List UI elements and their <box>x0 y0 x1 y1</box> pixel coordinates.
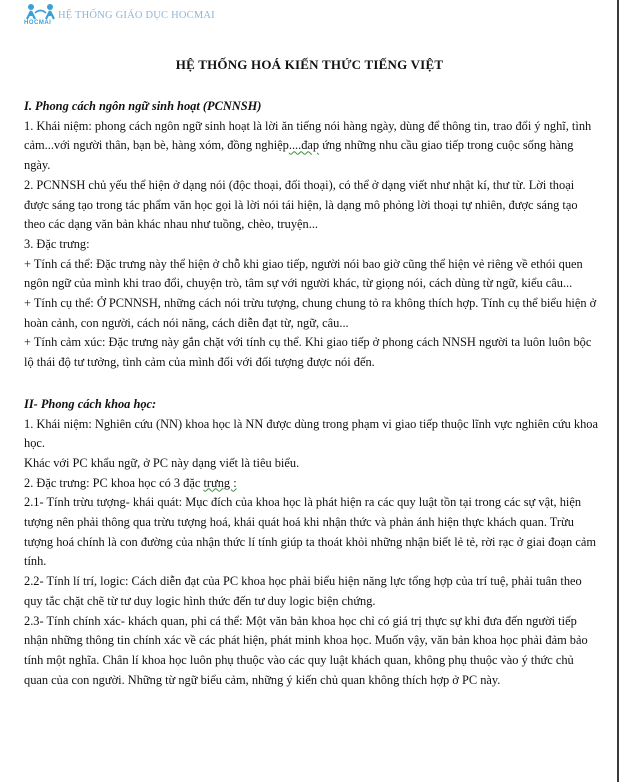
section1-p1-tail: ứng những nhu cầu giao tiếp trong cuộc sống hàng ngày. <box>24 138 574 173</box>
section1-paragraph-3: 3. Đặc trưng: <box>24 236 90 251</box>
section1-paragraph-6: + Tính cảm xúc: Đặc trưng này gắn chặt với tính cụ thể. Khi giao tiếp ở phong cách NNSH người ta luôn luôn bộc lộ thái độ tư tưởng, tình cảm của mình đối với đối tượng được nói đến. <box>24 335 592 370</box>
section2-paragraph-6: 2.3- Tính chính xác- khách quan, phi cá thể: Một văn bản khoa học chỉ có giá trị thực sự khi đưa đến người tiếp nhận những thông tin chính xác về các phát hiện, phát minh khoa học. Muốn vậy, văn bản khoa học phải đảm bảo tính một nghĩa. Chân lí khoa học luôn phụ thuộc vào các quy luật khách quan, không phụ thuộc vào ý thức chủ quan của con người. Những từ ngữ biểu cảm, những ý kiến chủ quan không thích hợp ở PC này. <box>24 613 588 687</box>
spellcheck-mark: trưng : <box>203 475 237 490</box>
section1-p1-text: 1. Khái niệm: phong cách ngôn ngữ sinh hoạt là lời ăn tiếng nói hàng ngày, dùng để thông tin, trao đổi ý nghĩ, tình cảm...với người thân, bạn bè, hàng xóm, đồng nghiệp <box>24 118 592 153</box>
section-spacer <box>24 373 600 395</box>
section2-paragraph-1: 1. Khái niệm: Nghiên cứu (NN) khoa học là NN được dùng trong phạm vi giao tiếp thuộc lĩnh vực nghiên cứu khoa học. <box>24 416 599 451</box>
section1-paragraph-4: + Tính cá thể: Đặc trưng này thể hiện ở chỗ khi giao tiếp, người nói bao giờ cũng thể hiện vẻ riêng về ethói quen ngôn ngữ của mình khi trao đổi, chuyện trò, tâm sự với người khác, từ giọng nói, cách dùng từ ngữ, kiểu câu... <box>24 256 583 291</box>
document-title: HỆ THỐNG HOÁ KIẾN THỨC TIẾNG VIỆT <box>175 57 444 72</box>
section2-p3-text: 2. Đặc trưng: PC khoa học có 3 đặc <box>24 475 204 490</box>
section2-paragraph-3 <box>24 474 600 494</box>
section1-paragraph-1 <box>24 117 600 176</box>
logo-text: HOCMAI <box>24 20 52 26</box>
section2-heading: II- Phong cách khoa học: <box>24 396 157 411</box>
section2-paragraph-5: 2.2- Tính lí trí, logic: Cách diễn đạt của PC khoa học phải biểu hiện năng lực tổng hợp của trí tuệ, phải tuân theo quy tắc chặt chẽ từ tư duy logic hình thức đến tư duy logic biện chứng. <box>24 574 582 608</box>
section1-paragraph-5: + Tính cụ thể: Ở PCNNSH, những cách nói trừu tượng, chung chung tỏ ra không thích hợp. Tính cụ thể biểu hiện ở hoàn cảnh, con người, cách nói năng, cách diễn đạt từ, ngữ, câu... <box>24 296 597 330</box>
spellcheck-mark: ....đap <box>288 138 320 153</box>
org-title: HỆ THỐNG GIÁO DỤC HOCMAI <box>58 10 215 21</box>
section1-heading: I. Phong cách ngôn ngữ sinh hoạt (PCNNSH) <box>24 99 262 113</box>
document-body <box>24 97 600 690</box>
section1-paragraph-2: 2. PCNNSH chủ yếu thể hiện ở dạng nói (độc thoại, đối thoại), có thể ở dạng viết như nhật kí, thư từ. Lời thoại được sáng tạo trong tác phẩm văn học gọi là lời nói tái hiện, là dạng mô phỏng lời thoại tự nhiên, được sáng tạo theo các dạng văn bản khác nhau như tuồng, chèo, truyện... <box>24 177 578 232</box>
section2-paragraph-2: Khác với PC khẩu ngữ, ở PC này dạng viết là tiêu biểu. <box>24 455 300 470</box>
section2-paragraph-4: 2.1- Tính trừu tượng- khái quát: Mục đích của khoa học là phát hiện ra các quy luật tồn tại trong các sự vật, hiện tượng nên phải thông qua trừu tượng hoá, khái quát hoá khi nhận thức và phản ánh hiện thực khách quan. Trừu tượng hoá chính là con đường của nhận thức lí tính giúp ta thoát khỏi những nhận biết lẻ tẻ, rời rạc ở giai đoạn cảm tính. <box>24 495 596 569</box>
page-header <box>22 2 582 30</box>
